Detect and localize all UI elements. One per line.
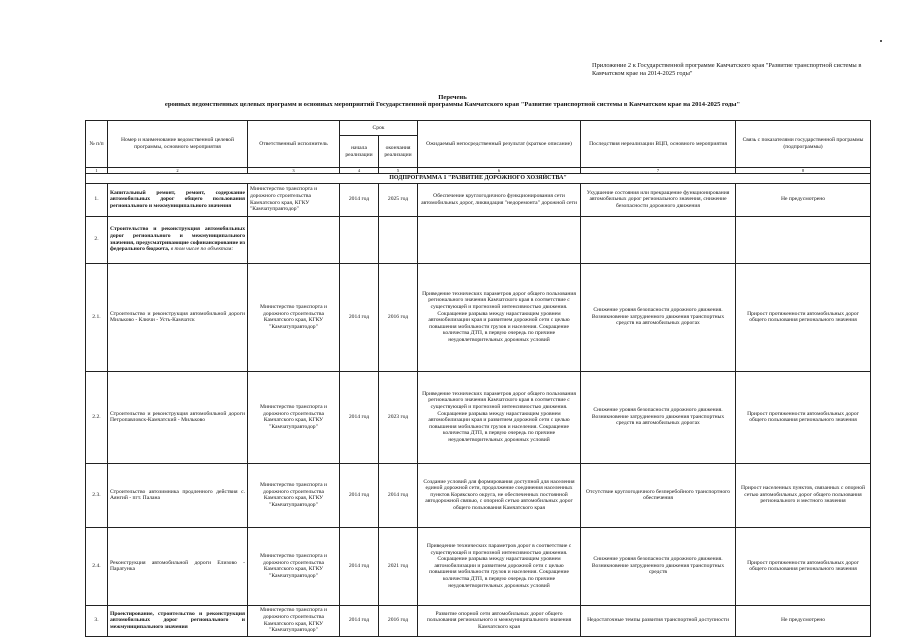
- scan-speck: [880, 40, 882, 42]
- row-result: Приведение технических параметров дорог общего пользования регионального значения Камчатского края в соответствие с существующей и прогнозной интенсивностью движения. Сокращение разрыва между нарастающим уровнем автомобилизации края и развитием дорожной сети с целью повышения мобильности грузов и населения. Сокращение количества ДТП, в первую очередь по причине неудовлетворительных дорожных условий: [418, 263, 581, 371]
- header-end: окончания реализации: [379, 136, 418, 168]
- document-subtitle: ерояных ведомственных целевых программ и основных мероприятий Государственной программы Камчатского края "Развитие транспортной системы в Камчатском крае на 2014-2025 годы": [164, 101, 741, 108]
- row-name-main: Строительство и реконструкция автомобильных дорог регионального и межмуниципального значения, предусматривающие софинансирование из федерального бюджета,: [110, 226, 245, 253]
- table-row: [86, 183, 871, 216]
- row-consequence: [581, 216, 736, 263]
- row-end: 2021 год: [379, 527, 418, 605]
- row-link: [736, 216, 871, 263]
- row-end: 2023 год: [379, 371, 418, 463]
- row-name: Строительство автозимника продленного действия с. Аянгий - пгт. Палана: [108, 463, 248, 527]
- row-link: Прирост протяженности автомобильных дорог общего пользования регионального значения: [736, 263, 871, 371]
- row-start: 2014 год: [340, 183, 379, 216]
- row-consequence: Снижение уровня безопасности дорожного движения. Возникновение затрудненного движения транспортных средств на автомобильных дорогах: [581, 263, 736, 371]
- row-start: 2014 год: [340, 263, 379, 371]
- header-start: начала реализации: [340, 136, 379, 168]
- col-number: 4: [340, 168, 379, 174]
- col-number: 3: [248, 168, 340, 174]
- row-end: 2025 год: [379, 183, 418, 216]
- row-consequence: Недостаточные темпы развития транспортной доступности: [581, 605, 736, 636]
- row-result: Развитие опорной сети автомобильных дорог общего пользования регионального и межмуниципального значения Камчатского края: [418, 605, 581, 636]
- row-start: 2014 год: [340, 371, 379, 463]
- row-consequence: Отсутствие круглогодичного безперебойного транспортного обеспечения: [581, 463, 736, 527]
- row-responsible: Министерство транспорта и дорожного строительства Камчатского края, КГКУ "Камчатуправтодор": [248, 527, 340, 605]
- row-result: Приведение технических параметров дорог общего пользования регионального значения Камчатского края в соответствие с существующей и прогнозной интенсивностью движения. Сокращение разрыва между нарастающим уровнем автомобилизации края и развитием дорожной сети с целью повышения мобильности грузов и населения. Сокращение количества ДТП, в первую очередь по причине неудовлетворительных дорожных условий: [418, 371, 581, 463]
- row-start: 2014 год: [340, 527, 379, 605]
- header-num: № п/п: [86, 121, 108, 168]
- row-link: Прирост протяженности автомобильных дорог общего пользования регионального значения: [736, 371, 871, 463]
- row-num: 3.: [86, 605, 108, 636]
- row-consequence: Ухудшение состояния или прекращение функционирования автомобильных дорог регионального значения, снижение безопасности дорожного движения: [581, 183, 736, 216]
- appendix-note: Приложение 2 к Государственной программе Камчатского края "Развитие транспортной системы в Камчатском крае на 2014-2025 годы": [592, 62, 862, 77]
- table-row: [86, 527, 871, 605]
- row-result: Приведение технических параметров дорог в соответствие с существующей и прогнозной интенсивностью движения. Сокращение разрыва между нарастающим уровнем автомобилизации и развитием дорожной сети с целью повышения мобильности грузов и населения. Сокращение количества ДТП, в первую очередь по причине неудовлетворительных дорожных условий: [418, 527, 581, 605]
- col-number: 6: [418, 168, 581, 174]
- header-consequence: Последствия нереализации ВЦП, основного мероприятия: [581, 121, 736, 168]
- row-responsible: Министерство транспорта и дорожного строительства Камчатского края, КГКУ "Камчатуправтодор": [248, 183, 340, 216]
- row-end: 2014 год: [379, 463, 418, 527]
- row-start: 2014 год: [340, 463, 379, 527]
- table-row: [86, 371, 871, 463]
- row-name: Строительство и реконструкция автомобильной дороги Мильково - Ключи - Усть-Камчатск: [108, 263, 248, 371]
- row-end: 2016 год: [379, 605, 418, 636]
- header-term: Срок: [340, 121, 418, 136]
- row-responsible: Министерство транспорта и дорожного строительства Камчатского края, КГКУ "Камчатуправтодор": [248, 371, 340, 463]
- row-responsible: [248, 216, 340, 263]
- row-end: 2016 год: [379, 263, 418, 371]
- table-row: [86, 216, 871, 263]
- row-num: 2.2.: [86, 371, 108, 463]
- row-link: Прирост населенных пунктов, связанных с опорной сетью автомобильных дорог общего пользования регионального и местного значения: [736, 463, 871, 527]
- header-responsible: Ответственный исполнитель: [248, 121, 340, 168]
- table-row: [86, 463, 871, 527]
- row-result: [418, 216, 581, 263]
- header-name: Номер и наименование ведомственной целевой программы, основного мероприятия: [108, 121, 248, 168]
- row-link: Прирост протяженности автомобильных дорог общего пользования регионального значения: [736, 527, 871, 605]
- section-title: ПОДПРОГРАММА 1 "РАЗВИТИЕ ДОРОЖНОГО ХОЗЯЙСТВА": [86, 174, 871, 184]
- row-name-extra: в том числе по объектам:: [170, 246, 234, 253]
- row-name: Реконструкция автомобильной дороги Елизово - Паратунка: [108, 527, 248, 605]
- programs-table: [85, 120, 871, 637]
- header-link: Связь с показателями государственной программы (подпрограммы): [736, 121, 871, 168]
- row-result: Создание условий для формирования доступной для населения единой дорожной сети, продолжение соединения населенных пунктов Корякского округа, не обеспеченных постоянной автодорожной связью, с опорной сетью автомобильных дорог общего пользования Камчатского края: [418, 463, 581, 527]
- row-link: Не предусмотрено: [736, 183, 871, 216]
- document-title: Перечень: [438, 94, 467, 101]
- row-num: 2.4.: [86, 527, 108, 605]
- row-num: 1.: [86, 183, 108, 216]
- row-name: Проектирование, строительство и реконструкция автомобильных дорог регионального и межмуниципального значения: [108, 605, 248, 636]
- row-name: Капитальный ремонт, ремонт, содержание автомобильных дорог общего пользования регионального и межмуниципального значения: [108, 183, 248, 216]
- row-start: [340, 216, 379, 263]
- table-row: [86, 263, 871, 371]
- col-number: 2: [108, 168, 248, 174]
- row-responsible: Министерство транспорта и дорожного строительства Камчатского края, КГКУ "Камчатуправтодор": [248, 263, 340, 371]
- row-responsible: Министерство транспорта и дорожного строительства Камчатского края, КГКУ "Камчатуправтодор": [248, 463, 340, 527]
- col-number: 5: [379, 168, 418, 174]
- col-number: 8: [736, 168, 871, 174]
- row-num: 2.3.: [86, 463, 108, 527]
- table-row: [86, 605, 871, 636]
- header-result: Ожидаемый непосредственный результат (краткое описание): [418, 121, 581, 168]
- row-name: [108, 216, 248, 263]
- row-result: Обеспечение круглогодичного функционирования сети автомобильных дорог, ликвидация "недоремонта" дорожной сети: [418, 183, 581, 216]
- row-start: 2014 год: [340, 605, 379, 636]
- row-consequence: Снижение уровня безопасности дорожного движения. Возникновение затрудненного движения транспортных средств на автомобильных дорогах: [581, 371, 736, 463]
- row-num: 2.: [86, 216, 108, 263]
- row-num: 2.1.: [86, 263, 108, 371]
- row-end: [379, 216, 418, 263]
- row-responsible: Министерство транспорта и дорожного строительства Камчатского края, КГКУ "Камчатуправтодор": [248, 605, 340, 636]
- col-number: 7: [581, 168, 736, 174]
- row-name: Строительство и реконструкция автомобильной дороги Петропавловск-Камчатский - Мильково: [108, 371, 248, 463]
- row-consequence: Снижение уровня безопасности дорожного движения. Возникновение затрудненного движения транспортных средств: [581, 527, 736, 605]
- row-link: Не предусмотрено: [736, 605, 871, 636]
- col-number: 1: [86, 168, 108, 174]
